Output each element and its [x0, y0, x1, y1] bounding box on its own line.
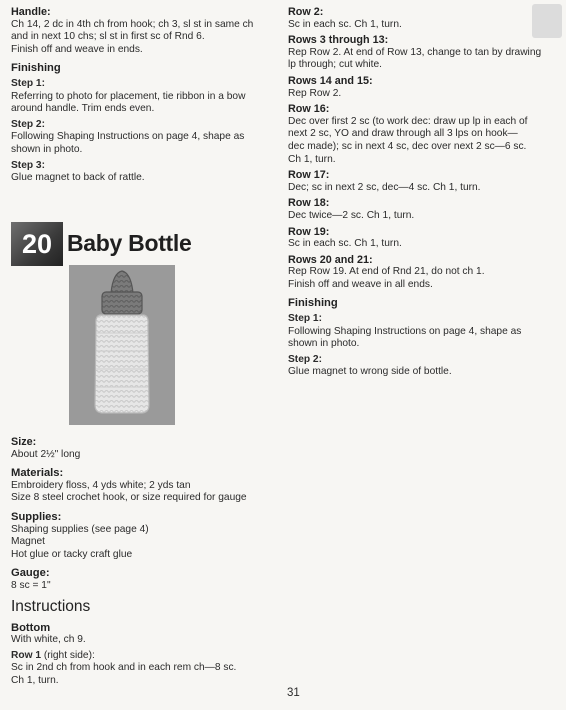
right-step1-line-1: Following Shaping Instructions on page 4, shape as [288, 325, 522, 337]
row2-heading: Row 2: [288, 6, 324, 18]
right-step2-heading: Step 2: [288, 353, 322, 365]
gauge-heading: Gauge: [11, 567, 50, 580]
handle-line-1: Ch 14, 2 dc in 4th ch from hook; ch 3, sl st in same ch [11, 18, 254, 30]
materials-line-1: Embroidery floss, 4 yds white; 2 yds tan [11, 479, 191, 491]
rows14-15-heading: Rows 14 and 15: [288, 74, 373, 87]
handle-line-2: and in next 10 chs; sl st in first sc of Rnd 6. [11, 31, 205, 43]
page-number: 31 [287, 687, 300, 699]
row1-heading-line [11, 650, 273, 663]
step1-line-2: around handle. Trim ends even. [11, 103, 155, 115]
step1-line-1: Referring to photo for placement, tie ribbon in a bow [11, 90, 246, 102]
right-step2-line-1: Glue magnet to wrong side of bottle. [288, 366, 452, 378]
row19-text: Sc in each sc. Ch 1, turn. [288, 238, 402, 250]
supplies-line-1: Shaping supplies (see page 4) [11, 523, 149, 535]
supplies-line-3: Hot glue or tacky craft glue [11, 548, 133, 560]
rows3-13-line-2: lp through; cut white. [288, 59, 383, 71]
pattern-number-badge: 20 [11, 222, 63, 266]
supplies-line-2: Magnet [11, 536, 45, 548]
rows20-21-line-2: Finish off and weave in all ends. [288, 278, 433, 290]
right-step1-line-2: shown in photo. [288, 338, 360, 350]
baby-bottle-image [69, 265, 175, 425]
rows3-13-line-1: Rep Row 2. At end of Row 13, change to tan by drawing [288, 46, 542, 58]
rows20-21-heading: Rows 20 and 21: [288, 253, 373, 266]
rows14-15-text: Rep Row 2. [288, 87, 342, 99]
row19-heading: Row 19: [288, 225, 330, 238]
baby-bottle-photo [69, 265, 175, 425]
left-column-top [11, 6, 273, 185]
row1-line-2: Ch 1, turn. [11, 674, 59, 686]
step2-line-1: Following Shaping Instructions on page 4, shape as [11, 131, 245, 143]
row16-line-1: Dec over first 2 sc (to work dec: draw up lp in each of [288, 115, 528, 127]
handle-line-3: Finish off and weave in ends. [11, 43, 143, 55]
row1-side: (right side): [41, 649, 95, 661]
row17-text: Dec; sc in next 2 sc, dec—4 sc. Ch 1, turn. [288, 181, 481, 193]
materials-heading: Materials: [11, 467, 64, 480]
step1-heading: Step 1: [11, 77, 45, 89]
handle-heading: Handle: [11, 6, 51, 18]
right-finishing-heading: Finishing [288, 297, 338, 310]
finishing-heading: Finishing [11, 62, 61, 75]
instructions-heading: Instructions [11, 597, 91, 615]
step3-heading: Step 3: [11, 159, 45, 171]
right-step1-heading: Step 1: [288, 313, 322, 325]
bottom-text: With white, ch 9. [11, 634, 86, 646]
row16-line-2: next 2 sc, YO and draw through all 3 lps on hook— [288, 128, 518, 140]
row18-text: Dec twice—2 sc. Ch 1, turn. [288, 209, 415, 221]
rows20-21-line-1: Rep Row 19. At end of Rnd 21, do not ch 1. [288, 266, 485, 278]
pattern-title: Baby Bottle [67, 230, 192, 256]
step3-line-1: Glue magnet to back of rattle. [11, 172, 145, 184]
step2-heading: Step 2: [11, 118, 45, 130]
left-column-bottom [11, 436, 273, 688]
right-column [288, 6, 560, 379]
gauge-text: 8 sc = 1" [11, 579, 51, 591]
row1-heading: Row 1 [11, 649, 42, 661]
row17-heading: Row 17: [288, 169, 330, 182]
size-text: About 2½" long [11, 448, 81, 460]
row16-heading: Row 16: [288, 103, 330, 116]
row1-line-1: Sc in 2nd ch from hook and in each rem ch—8 sc. [11, 662, 237, 674]
row16-line-4: Ch 1, turn. [288, 153, 336, 165]
bottom-heading: Bottom [11, 621, 51, 634]
row16-line-3: dec made); sc in next 4 sc, dec over next 2 sc—6 sc. [288, 140, 527, 152]
pattern-title-block [11, 222, 273, 266]
step2-line-2: shown in photo. [11, 143, 83, 155]
rows3-13-heading: Rows 3 through 13: [288, 34, 389, 47]
row18-heading: Row 18: [288, 197, 330, 210]
materials-line-2: Size 8 steel crochet hook, or size required for gauge [11, 492, 247, 504]
supplies-heading: Supplies: [11, 510, 62, 523]
row2-text: Sc in each sc. Ch 1, turn. [288, 18, 402, 30]
size-heading: Size: [11, 436, 37, 448]
